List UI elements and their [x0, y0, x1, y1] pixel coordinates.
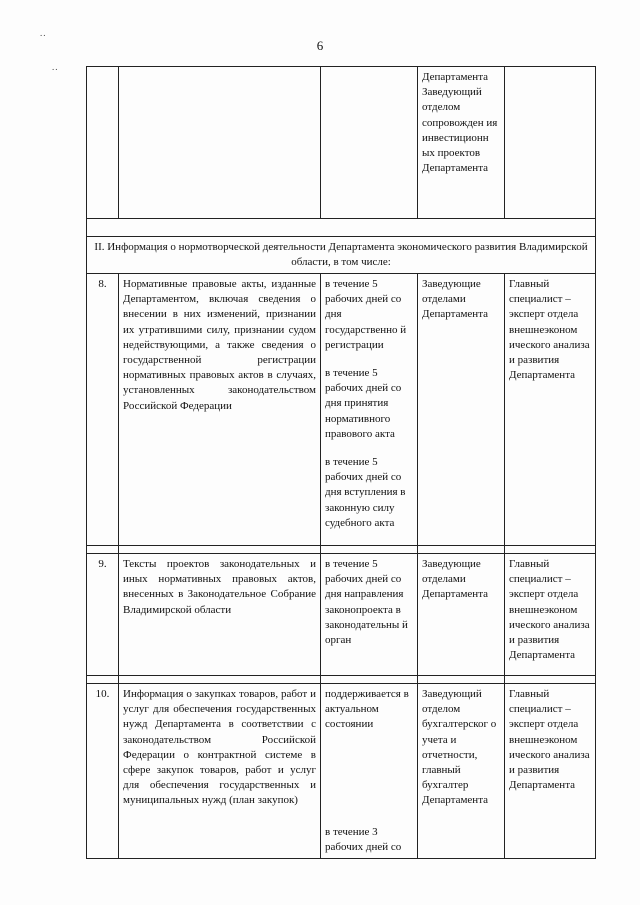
row-responsible: Заведующие отделами Департамента: [418, 274, 505, 546]
spacer-cell: [321, 546, 418, 554]
row-contact: Главный специалист – эксперт отдела внешнеэконом ического анализа и развития Департамента: [505, 274, 596, 546]
spacer-cell: [87, 546, 119, 554]
row-number: 10.: [87, 684, 119, 859]
row-number: 8.: [87, 274, 119, 546]
cell-content-empty: [119, 67, 321, 219]
row-content: Информация о закупках товаров, работ и услуг для обеспечения государственных нужд Департамента в соответствии с законодательством Российской Федерации о контрактной системе в сфере закупок товаров, работ и услуг для обеспечения государственных и муниципальных нужд (план закупок): [119, 684, 321, 859]
spacer-cell: [119, 546, 321, 554]
row-content: Тексты проектов законодательных и иных нормативных правовых актов, внесенных в Законодательное Собрание Владимирской области: [119, 554, 321, 676]
timing-item: в течение 5 рабочих дней со дня принятия нормативного правового акта: [325, 367, 402, 440]
corner-mark-left: ..: [52, 62, 59, 72]
information-table: [86, 66, 596, 859]
page-number: 6: [316, 38, 324, 53]
row-contact: Главный специалист – эксперт отдела внешнеэконом ического анализа и развития Департамента: [505, 554, 596, 676]
table-row: [87, 684, 596, 859]
cell-responsible: Департамента Заведующий отделом сопровожден ия инвестиционн ых проектов Департамента: [418, 67, 505, 219]
spacer-row: [87, 219, 596, 237]
spacer-cell: [87, 219, 596, 237]
table-row: [87, 274, 596, 546]
table-row-continued: [87, 67, 596, 219]
timing-item: в течение 3 рабочих дней со: [325, 825, 402, 853]
spacer-row: [87, 676, 596, 684]
row-timing: [321, 274, 418, 546]
row-timing: [321, 554, 418, 676]
row-timing: [321, 684, 418, 859]
row-responsible: Заведующие отделами Департамента: [418, 554, 505, 676]
spacer-cell: [418, 546, 505, 554]
corner-mark-top: ..: [40, 28, 47, 38]
cell-timing-empty: [321, 67, 418, 219]
spacer-cell: [505, 676, 596, 684]
spacer-cell: [321, 676, 418, 684]
cell-num-empty: [87, 67, 119, 219]
timing-item: в течение 5 рабочих дней со дня вступления в законную силу судебного акта: [325, 456, 406, 529]
row-content: Нормативные правовые акты, изданные Департаментом, включая сведения о внесении в них изменений, признании их утратившими силу, признании судом недействующими, а также сведения о государственной регистрации нормативных правовых актов в случаях, установленных законодательством Российской Федерации: [119, 274, 321, 546]
spacer-cell: [418, 676, 505, 684]
spacer-cell: [119, 676, 321, 684]
row-contact: Главный специалист – эксперт отдела внешнеэконом ического анализа и развития Департамента: [505, 684, 596, 859]
section-heading: II. Информация о нормотворческой деятельности Департамента экономического развития Владимирской области, в том числе:: [87, 237, 596, 274]
table-row: [87, 554, 596, 676]
section-heading-row: [87, 237, 596, 274]
row-responsible: Заведующий отделом бухгалтерског о учета и отчетности, главный бухгалтер Департамента: [418, 684, 505, 859]
timing-item: поддерживается в актуальном состоянии: [325, 688, 409, 731]
spacer-cell: [505, 546, 596, 554]
row-number: 9.: [87, 554, 119, 676]
timing-item: в течение 5 рабочих дней со дня государственно й регистрации: [325, 278, 407, 351]
cell-contact-empty: [505, 67, 596, 219]
spacer-row: [87, 546, 596, 554]
timing-item: в течение 5 рабочих дней со дня направления законопроекта в законодательны й орган: [325, 558, 408, 647]
spacer-cell: [87, 676, 119, 684]
